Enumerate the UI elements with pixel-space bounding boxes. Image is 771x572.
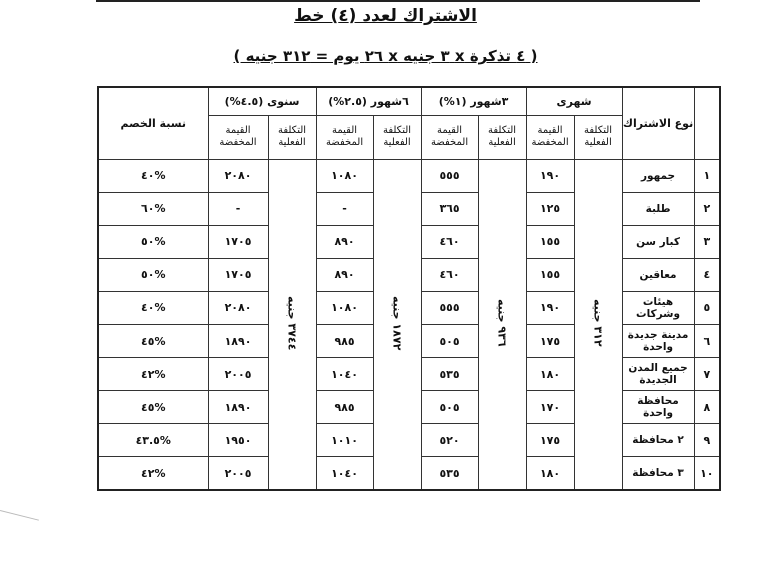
header-yearly: سنوى (٤.٥%)	[208, 87, 316, 115]
subheader-actual-cost: التكلفة الفعلية	[574, 115, 622, 159]
six-months-reduced-value: ٩٨٥	[316, 324, 373, 357]
six-months-reduced-value: ١٠٨٠	[316, 159, 373, 192]
row-type-name: مدينة جديدة واحدة	[622, 324, 694, 357]
discount-value: %٥٠	[98, 258, 208, 291]
row-index: ٤	[694, 258, 720, 291]
six-months-reduced-value: ٩٨٥	[316, 391, 373, 424]
subheader-actual-cost: التكلفة الفعلية	[268, 115, 316, 159]
top-rule	[96, 0, 700, 2]
discount-value: %٤٥	[98, 324, 208, 357]
six-months-reduced-value: ١٠٨٠	[316, 291, 373, 324]
subscription-table	[97, 86, 721, 491]
discount-value: %٤٠	[98, 159, 208, 192]
discount-value: %٤٥	[98, 391, 208, 424]
monthly-reduced-value: ١٥٥	[526, 225, 574, 258]
monthly-reduced-value: ١٨٠	[526, 358, 574, 391]
three-months-reduced-value: ٥٣٥	[421, 457, 478, 490]
monthly-actual-cost	[574, 159, 622, 490]
row-type-name: محافظة واحدة	[622, 391, 694, 424]
subheader-actual-cost: التكلفة الفعلية	[478, 115, 526, 159]
three-months-actual-cost	[478, 159, 526, 490]
six-months-reduced-value: ٨٩٠	[316, 225, 373, 258]
row-index: ٩	[694, 424, 720, 457]
yearly-reduced-value: ٢٠٠٥	[208, 358, 268, 391]
monthly-reduced-value: ١٢٥	[526, 192, 574, 225]
monthly-reduced-value: ١٧٥	[526, 424, 574, 457]
row-index: ٦	[694, 324, 720, 357]
discount-value: %٥٠	[98, 225, 208, 258]
discount-value: %٤٢	[98, 457, 208, 490]
row-index: ١٠	[694, 457, 720, 490]
row-index: ٢	[694, 192, 720, 225]
yearly-reduced-value: ٢٠٨٠	[208, 159, 268, 192]
yearly-reduced-value: ١٧٠٥	[208, 258, 268, 291]
yearly-reduced-value: ٢٠٠٥	[208, 457, 268, 490]
three-months-reduced-value: ٥٥٥	[421, 159, 478, 192]
subheader-actual-cost: التكلفة الفعلية	[373, 115, 421, 159]
scan-mark	[0, 510, 39, 521]
six-months-reduced-value: -	[316, 192, 373, 225]
header-discount: نسبة الخصم	[98, 87, 208, 159]
yearly-reduced-value: ١٩٥٠	[208, 424, 268, 457]
six-months-reduced-value: ٨٩٠	[316, 258, 373, 291]
subheader-reduced-value: القيمة المخفضة	[421, 115, 478, 159]
yearly-reduced-value: ١٨٩٠	[208, 324, 268, 357]
yearly-actual-cost	[268, 159, 316, 490]
subheader-reduced-value: القيمة المخفضة	[208, 115, 268, 159]
six-months-reduced-value: ١٠٤٠	[316, 457, 373, 490]
six-months-reduced-value: ١٠٤٠	[316, 358, 373, 391]
yearly-reduced-value: -	[208, 192, 268, 225]
six-months-reduced-value: ١٠١٠	[316, 424, 373, 457]
three-months-reduced-value: ٥٠٥	[421, 324, 478, 357]
header-six-months: ٦شهور (٢.٥%)	[316, 87, 421, 115]
discount-value: %٦٠	[98, 192, 208, 225]
row-type-name: جمهور	[622, 159, 694, 192]
row-index: ٥	[694, 291, 720, 324]
row-type-name: ٢ محافظة	[622, 424, 694, 457]
yearly-reduced-value: ١٨٩٠	[208, 391, 268, 424]
discount-value: %٤٣.٥	[98, 424, 208, 457]
three-months-reduced-value: ٥٣٥	[421, 358, 478, 391]
six-months-actual-cost	[373, 159, 421, 490]
row-type-name: جميع المدن الجديدة	[622, 358, 694, 391]
yearly-reduced-value: ٢٠٨٠	[208, 291, 268, 324]
six-months-actual-cost-label: ١٨٧٢ جنيه	[390, 295, 404, 350]
monthly-reduced-value: ١٩٠	[526, 159, 574, 192]
three-months-reduced-value: ٣٦٥	[421, 192, 478, 225]
table-row	[98, 159, 720, 192]
monthly-reduced-value: ١٩٠	[526, 291, 574, 324]
row-type-name: ٣ محافظة	[622, 457, 694, 490]
row-index: ٧	[694, 358, 720, 391]
discount-value: %٤٢	[98, 358, 208, 391]
three-months-reduced-value: ٥٢٠	[421, 424, 478, 457]
row-index: ٣	[694, 225, 720, 258]
monthly-actual-cost-label: ٣١٢ جنيه	[591, 298, 605, 347]
row-type-name: معاقين	[622, 258, 694, 291]
three-months-reduced-value: ٤٦٠	[421, 225, 478, 258]
row-type-name: طلبة	[622, 192, 694, 225]
monthly-reduced-value: ١٥٥	[526, 258, 574, 291]
three-months-actual-cost-label: ٩٣٦ جنيه	[495, 298, 509, 347]
header-type: نوع الاشتراك	[622, 87, 694, 159]
page-subtitle: ( ٤ تذكرة x ٣ جنيه x ٢٦ يوم = ٣١٢ جنيه )	[233, 47, 538, 65]
page-title: الاشتراك لعدد (٤) خط	[294, 6, 477, 26]
row-type-name: كبار سن	[622, 225, 694, 258]
header-index	[694, 87, 720, 159]
yearly-reduced-value: ١٧٠٥	[208, 225, 268, 258]
row-index: ١	[694, 159, 720, 192]
monthly-reduced-value: ١٧٠	[526, 391, 574, 424]
three-months-reduced-value: ٤٦٠	[421, 258, 478, 291]
subheader-reduced-value: القيمة المخفضة	[316, 115, 373, 159]
yearly-actual-cost-label: ٣٧٤٤ جنيه	[285, 295, 299, 350]
three-months-reduced-value: ٥٥٥	[421, 291, 478, 324]
discount-value: %٤٠	[98, 291, 208, 324]
monthly-reduced-value: ١٧٥	[526, 324, 574, 357]
row-type-name: هيئات وشركات	[622, 291, 694, 324]
monthly-reduced-value: ١٨٠	[526, 457, 574, 490]
header-three-months: ٣شهور (١%)	[421, 87, 526, 115]
header-monthly: شهرى	[526, 87, 622, 115]
three-months-reduced-value: ٥٠٥	[421, 391, 478, 424]
row-index: ٨	[694, 391, 720, 424]
subheader-reduced-value: القيمة المخفضة	[526, 115, 574, 159]
